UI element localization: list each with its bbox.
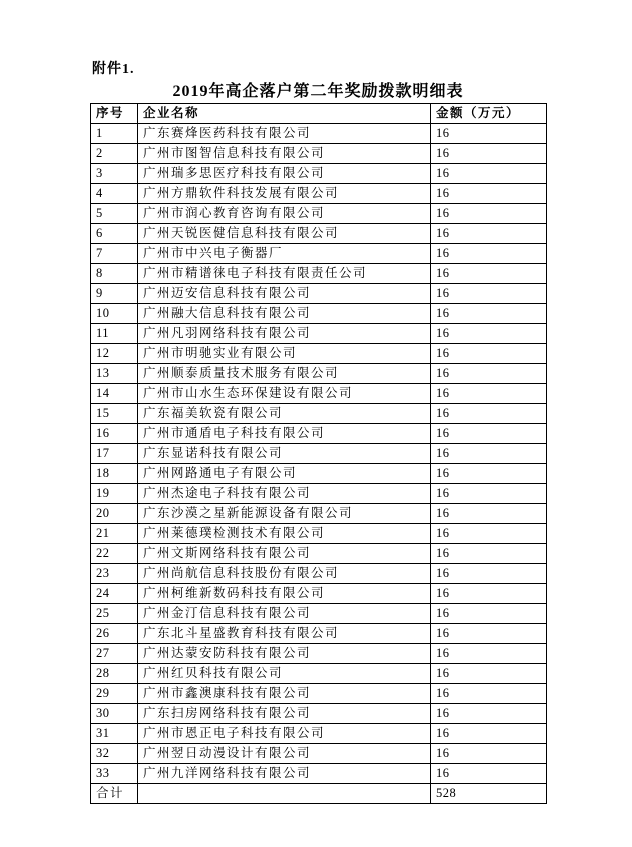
row-index: 16 <box>91 424 138 444</box>
row-index: 11 <box>91 324 138 344</box>
table-row <box>91 204 547 224</box>
row-index: 31 <box>91 724 138 744</box>
col-header-amount: 金额（万元） <box>431 104 547 124</box>
row-index: 28 <box>91 664 138 684</box>
table-row <box>91 344 547 364</box>
table-row <box>91 124 547 144</box>
amount: 16 <box>431 444 547 464</box>
row-index: 24 <box>91 584 138 604</box>
company-name: 广州尚航信息科技股份有限公司 <box>138 564 431 584</box>
table-row <box>91 384 547 404</box>
amount: 16 <box>431 404 547 424</box>
table-row <box>91 224 547 244</box>
amount: 16 <box>431 524 547 544</box>
total-label: 合计 <box>91 784 138 804</box>
company-name: 广州市精谱徕电子科技有限责任公司 <box>138 264 431 284</box>
row-index: 5 <box>91 204 138 224</box>
company-name: 广州顺泰质量技术服务有限公司 <box>138 364 431 384</box>
row-index: 19 <box>91 484 138 504</box>
company-name: 广州莱德璞检测技术有限公司 <box>138 524 431 544</box>
amount: 16 <box>431 664 547 684</box>
amount: 16 <box>431 544 547 564</box>
row-index: 9 <box>91 284 138 304</box>
amount: 16 <box>431 184 547 204</box>
company-name: 广州融大信息科技有限公司 <box>138 304 431 324</box>
table-row <box>91 444 547 464</box>
table-row <box>91 484 547 504</box>
row-index: 18 <box>91 464 138 484</box>
company-name: 广州瑞多思医疗科技有限公司 <box>138 164 431 184</box>
row-index: 21 <box>91 524 138 544</box>
total-value: 528 <box>431 784 547 804</box>
amount: 16 <box>431 604 547 624</box>
table-row <box>91 404 547 424</box>
amount: 16 <box>431 644 547 664</box>
table-row <box>91 304 547 324</box>
table-row <box>91 624 547 644</box>
table-row <box>91 504 547 524</box>
company-name: 广州柯维新数码科技有限公司 <box>138 584 431 604</box>
row-index: 32 <box>91 744 138 764</box>
company-name: 广州市通盾电子科技有限公司 <box>138 424 431 444</box>
amount: 16 <box>431 464 547 484</box>
table-row <box>91 464 547 484</box>
row-index: 14 <box>91 384 138 404</box>
table-row <box>91 704 547 724</box>
row-index: 6 <box>91 224 138 244</box>
amount: 16 <box>431 724 547 744</box>
amount: 16 <box>431 364 547 384</box>
table-row <box>91 364 547 384</box>
company-name: 广州市鑫澳康科技有限公司 <box>138 684 431 704</box>
row-index: 7 <box>91 244 138 264</box>
row-index: 15 <box>91 404 138 424</box>
amount: 16 <box>431 264 547 284</box>
row-index: 27 <box>91 644 138 664</box>
company-name: 广州市润心教育咨询有限公司 <box>138 204 431 224</box>
amount: 16 <box>431 504 547 524</box>
row-index: 13 <box>91 364 138 384</box>
company-name: 广州市恩正电子科技有限公司 <box>138 724 431 744</box>
row-index: 25 <box>91 604 138 624</box>
amount: 16 <box>431 424 547 444</box>
company-name: 广州天锐医健信息科技有限公司 <box>138 224 431 244</box>
company-name: 广州九洋网络科技有限公司 <box>138 764 431 784</box>
amount: 16 <box>431 624 547 644</box>
table-row <box>91 644 547 664</box>
amount: 16 <box>431 584 547 604</box>
row-index: 17 <box>91 444 138 464</box>
amount: 16 <box>431 744 547 764</box>
amount: 16 <box>431 764 547 784</box>
company-name: 广州方鼎软件科技发展有限公司 <box>138 184 431 204</box>
company-name: 广州红贝科技有限公司 <box>138 664 431 684</box>
row-index: 12 <box>91 344 138 364</box>
row-index: 20 <box>91 504 138 524</box>
amount: 16 <box>431 684 547 704</box>
company-name: 广州网路通电子有限公司 <box>138 464 431 484</box>
row-index: 3 <box>91 164 138 184</box>
company-name: 广州迈安信息科技有限公司 <box>138 284 431 304</box>
company-name: 广州市山水生态环保建设有限公司 <box>138 384 431 404</box>
company-name: 广东赛烽医药科技有限公司 <box>138 124 431 144</box>
company-name: 广州市明驰实业有限公司 <box>138 344 431 364</box>
table-row <box>91 604 547 624</box>
company-name: 广州杰途电子科技有限公司 <box>138 484 431 504</box>
row-index: 23 <box>91 564 138 584</box>
table-row <box>91 184 547 204</box>
col-header-index: 序号 <box>91 104 138 124</box>
row-index: 2 <box>91 144 138 164</box>
amount: 16 <box>431 484 547 504</box>
amount: 16 <box>431 284 547 304</box>
attachment-label: 附件1. <box>92 62 135 77</box>
row-index: 1 <box>91 124 138 144</box>
row-index: 8 <box>91 264 138 284</box>
amount: 16 <box>431 124 547 144</box>
reward-table <box>90 103 547 804</box>
amount: 16 <box>431 144 547 164</box>
amount: 16 <box>431 224 547 244</box>
company-name: 广东福美软瓷有限公司 <box>138 404 431 424</box>
table-row <box>91 664 547 684</box>
table-row <box>91 584 547 604</box>
company-name: 广东显诺科技有限公司 <box>138 444 431 464</box>
amount: 16 <box>431 204 547 224</box>
table-row <box>91 424 547 444</box>
amount: 16 <box>431 344 547 364</box>
company-name: 广州金汀信息科技有限公司 <box>138 604 431 624</box>
row-index: 10 <box>91 304 138 324</box>
company-name: 广州达蒙安防科技有限公司 <box>138 644 431 664</box>
table-row <box>91 264 547 284</box>
row-index: 30 <box>91 704 138 724</box>
amount: 16 <box>431 564 547 584</box>
table-row <box>91 724 547 744</box>
table-row <box>91 284 547 304</box>
company-name: 广州凡羽网络科技有限公司 <box>138 324 431 344</box>
total-row <box>91 784 547 804</box>
row-index: 26 <box>91 624 138 644</box>
total-empty-cell <box>138 784 431 804</box>
company-name: 广州市图智信息科技有限公司 <box>138 144 431 164</box>
amount: 16 <box>431 384 547 404</box>
amount: 16 <box>431 304 547 324</box>
table-row <box>91 144 547 164</box>
amount: 16 <box>431 704 547 724</box>
row-index: 4 <box>91 184 138 204</box>
row-index: 22 <box>91 544 138 564</box>
table-row <box>91 764 547 784</box>
company-name: 广州市中兴电子衡器厂 <box>138 244 431 264</box>
row-index: 33 <box>91 764 138 784</box>
amount: 16 <box>431 164 547 184</box>
amount: 16 <box>431 324 547 344</box>
table-row <box>91 744 547 764</box>
table-row <box>91 164 547 184</box>
amount: 16 <box>431 244 547 264</box>
company-name: 广州翌日动漫设计有限公司 <box>138 744 431 764</box>
company-name: 广东北斗星盛教育科技有限公司 <box>138 624 431 644</box>
col-header-company: 企业名称 <box>138 104 431 124</box>
table-row <box>91 244 547 264</box>
company-name: 广州文斯网络科技有限公司 <box>138 544 431 564</box>
table-header-row <box>91 104 547 124</box>
company-name: 广东沙漠之星新能源设备有限公司 <box>138 504 431 524</box>
table-row <box>91 524 547 544</box>
table-row <box>91 324 547 344</box>
page-title: 2019年高企落户第二年奖励拨款明细表 <box>172 83 464 100</box>
table-row <box>91 564 547 584</box>
row-index: 29 <box>91 684 138 704</box>
table-row <box>91 684 547 704</box>
table-row <box>91 544 547 564</box>
company-name: 广东扫房网络科技有限公司 <box>138 704 431 724</box>
